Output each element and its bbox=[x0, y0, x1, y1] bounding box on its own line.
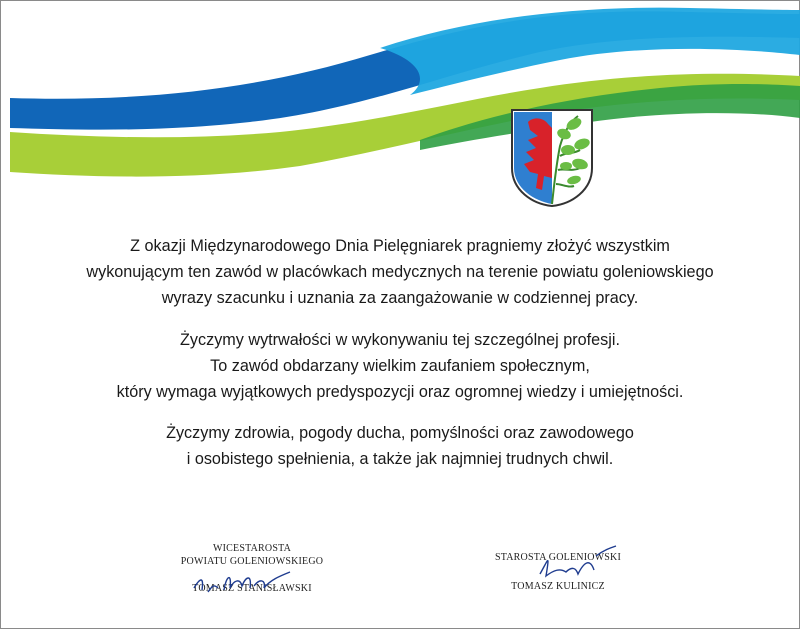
text-line: Życzymy zdrowia, pogody ducha, pomyślności oraz zawodowego bbox=[166, 424, 634, 443]
header-wave-banner bbox=[0, 0, 800, 200]
text-line: To zawód obdarzany wielkim zaufaniem społecznym, bbox=[210, 356, 590, 375]
signer-name: TOMASZ STANISŁAWSKI bbox=[192, 583, 312, 594]
signer-name: TOMASZ KULINICZ bbox=[511, 581, 605, 592]
paragraph-3 bbox=[20, 420, 780, 472]
letter-body bbox=[20, 233, 780, 488]
handwritten-signature-icon bbox=[530, 544, 620, 584]
handwritten-signature-icon bbox=[190, 566, 300, 596]
signer-title: POWIATU GOLENIOWSKIEGO bbox=[180, 556, 324, 567]
signer-title: WICESTAROSTA bbox=[212, 543, 292, 554]
text-line: Życzymy wytrwałości w wykonywaniu tej szczególnej profesji. bbox=[180, 330, 620, 349]
text-line: wyrazy szacunku i uznania za zaangażowanie w codziennej pracy. bbox=[161, 289, 639, 308]
signer-title: STAROSTA GOLENIOWSKI bbox=[494, 552, 621, 563]
paragraph-1 bbox=[20, 233, 780, 312]
paragraph-2 bbox=[20, 327, 780, 406]
text-line: który wymaga wyjątkowych predyspozycji oraz ogromnej wiedzy i umiejętności. bbox=[116, 383, 684, 402]
text-line: i osobistego spełnienia, a także jak najmniej trudnych chwil. bbox=[186, 450, 614, 469]
text-line: wykonującym ten zawód w placówkach medycznych na terenie powiatu goleniowskiego bbox=[86, 263, 714, 282]
text-line: Z okazji Międzynarodowego Dnia Pielęgniarek pragniemy złożyć wszystkim bbox=[130, 237, 670, 255]
coat-of-arms-icon bbox=[508, 106, 596, 208]
